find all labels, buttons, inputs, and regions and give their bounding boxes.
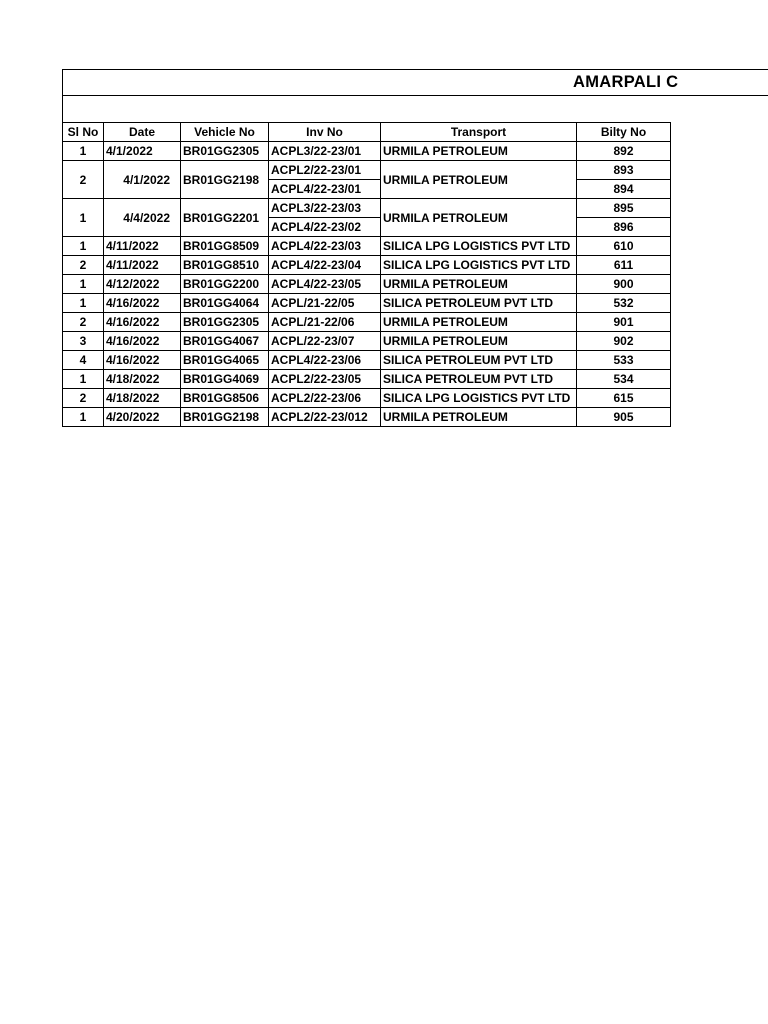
sl-no-cell: 2 xyxy=(63,389,104,408)
header-row xyxy=(63,123,671,142)
inv-no-cell: ACPL/22-23/07 xyxy=(269,332,381,351)
bilty-no-cell: 901 xyxy=(577,313,671,332)
sl-no-cell: 1 xyxy=(63,237,104,256)
column-header: Transport xyxy=(381,123,577,142)
date-cell: 4/4/2022 xyxy=(104,199,181,237)
transport-cell: SILICA PETROLEUM PVT LTD xyxy=(381,294,577,313)
bilty-no-cell: 534 xyxy=(577,370,671,389)
table-row xyxy=(63,351,671,370)
bilty-no-cell: 610 xyxy=(577,237,671,256)
bilty-no-cell: 615 xyxy=(577,389,671,408)
inv-no-cell: ACPL4/22-23/04 xyxy=(269,256,381,275)
bilty-no-cell: 533 xyxy=(577,351,671,370)
sl-no-cell: 1 xyxy=(63,275,104,294)
bilty-no-cell: 900 xyxy=(577,275,671,294)
inv-no-cell: ACPL4/22-23/03 xyxy=(269,237,381,256)
date-cell: 4/11/2022 xyxy=(104,256,181,275)
vehicle-no-cell: BR01GG2305 xyxy=(181,313,269,332)
sl-no-cell: 2 xyxy=(63,313,104,332)
table-row xyxy=(63,370,671,389)
bilty-no-cell: 894 xyxy=(577,180,671,199)
sl-no-cell: 4 xyxy=(63,351,104,370)
transport-cell: URMILA PETROLEUM xyxy=(381,199,577,237)
inv-no-cell: ACPL3/22-23/01 xyxy=(269,142,381,161)
inv-no-cell: ACPL3/22-23/03 xyxy=(269,199,381,218)
date-cell: 4/1/2022 xyxy=(104,161,181,199)
inv-no-cell: ACPL2/22-23/012 xyxy=(269,408,381,427)
inv-no-cell: ACPL4/22-23/01 xyxy=(269,180,381,199)
date-cell: 4/20/2022 xyxy=(104,408,181,427)
sl-no-cell: 3 xyxy=(63,332,104,351)
transport-cell: SILICA LPG LOGISTICS PVT LTD xyxy=(381,256,577,275)
bilty-no-cell: 902 xyxy=(577,332,671,351)
vehicle-no-cell: BR01GG8509 xyxy=(181,237,269,256)
bilty-no-cell: 892 xyxy=(577,142,671,161)
table-row xyxy=(63,389,671,408)
vehicle-no-cell: BR01GG2201 xyxy=(181,199,269,237)
inv-no-cell: ACPL4/22-23/02 xyxy=(269,218,381,237)
vehicle-no-cell: BR01GG8510 xyxy=(181,256,269,275)
table-row xyxy=(63,275,671,294)
column-header: Inv No xyxy=(269,123,381,142)
bilty-no-cell: 532 xyxy=(577,294,671,313)
table-row xyxy=(63,199,671,218)
date-cell: 4/16/2022 xyxy=(104,294,181,313)
transport-cell: SILICA PETROLEUM PVT LTD xyxy=(381,370,577,389)
transport-cell: URMILA PETROLEUM xyxy=(381,332,577,351)
bilty-no-cell: 905 xyxy=(577,408,671,427)
table-row xyxy=(63,332,671,351)
transport-cell: URMILA PETROLEUM xyxy=(381,408,577,427)
bilty-no-cell: 893 xyxy=(577,161,671,180)
date-cell: 4/16/2022 xyxy=(104,332,181,351)
table-row xyxy=(63,313,671,332)
column-header: Bilty No xyxy=(577,123,671,142)
vehicle-no-cell: BR01GG4069 xyxy=(181,370,269,389)
blank-row xyxy=(62,96,768,123)
vehicle-no-cell: BR01GG8506 xyxy=(181,389,269,408)
bilty-no-cell: 895 xyxy=(577,199,671,218)
table-row xyxy=(63,237,671,256)
transport-cell: SILICA PETROLEUM PVT LTD xyxy=(381,351,577,370)
transport-cell: URMILA PETROLEUM xyxy=(381,313,577,332)
vehicle-no-cell: BR01GG2305 xyxy=(181,142,269,161)
transport-cell: SILICA LPG LOGISTICS PVT LTD xyxy=(381,237,577,256)
date-cell: 4/12/2022 xyxy=(104,275,181,294)
dispatch-table xyxy=(62,122,671,427)
sl-no-cell: 1 xyxy=(63,370,104,389)
bilty-no-cell: 896 xyxy=(577,218,671,237)
table-row xyxy=(63,142,671,161)
table-row xyxy=(63,408,671,427)
date-cell: 4/16/2022 xyxy=(104,351,181,370)
vehicle-no-cell: BR01GG2198 xyxy=(181,161,269,199)
date-cell: 4/1/2022 xyxy=(104,142,181,161)
table-body xyxy=(63,142,671,427)
date-cell: 4/18/2022 xyxy=(104,370,181,389)
inv-no-cell: ACPL2/22-23/06 xyxy=(269,389,381,408)
vehicle-no-cell: BR01GG4067 xyxy=(181,332,269,351)
table-row xyxy=(63,161,671,180)
sl-no-cell: 1 xyxy=(63,408,104,427)
sl-no-cell: 2 xyxy=(63,161,104,199)
vehicle-no-cell: BR01GG2200 xyxy=(181,275,269,294)
sl-no-cell: 2 xyxy=(63,256,104,275)
inv-no-cell: ACPL/21-22/06 xyxy=(269,313,381,332)
transport-cell: URMILA PETROLEUM xyxy=(381,161,577,199)
bilty-no-cell: 611 xyxy=(577,256,671,275)
table-row xyxy=(63,256,671,275)
sl-no-cell: 1 xyxy=(63,199,104,237)
column-header: Date xyxy=(104,123,181,142)
sl-no-cell: 1 xyxy=(63,294,104,313)
column-header: Sl No xyxy=(63,123,104,142)
title-row xyxy=(62,69,768,96)
sl-no-cell: 1 xyxy=(63,142,104,161)
page-title: AMARPALI C xyxy=(573,73,679,91)
inv-no-cell: ACPL/21-22/05 xyxy=(269,294,381,313)
date-cell: 4/16/2022 xyxy=(104,313,181,332)
transport-cell: SILICA LPG LOGISTICS PVT LTD xyxy=(381,389,577,408)
table-row xyxy=(63,294,671,313)
vehicle-no-cell: BR01GG2198 xyxy=(181,408,269,427)
inv-no-cell: ACPL4/22-23/06 xyxy=(269,351,381,370)
vehicle-no-cell: BR01GG4065 xyxy=(181,351,269,370)
inv-no-cell: ACPL2/22-23/05 xyxy=(269,370,381,389)
transport-cell: URMILA PETROLEUM xyxy=(381,142,577,161)
date-cell: 4/18/2022 xyxy=(104,389,181,408)
date-cell: 4/11/2022 xyxy=(104,237,181,256)
transport-cell: URMILA PETROLEUM xyxy=(381,275,577,294)
inv-no-cell: ACPL2/22-23/01 xyxy=(269,161,381,180)
column-header: Vehicle No xyxy=(181,123,269,142)
inv-no-cell: ACPL4/22-23/05 xyxy=(269,275,381,294)
vehicle-no-cell: BR01GG4064 xyxy=(181,294,269,313)
